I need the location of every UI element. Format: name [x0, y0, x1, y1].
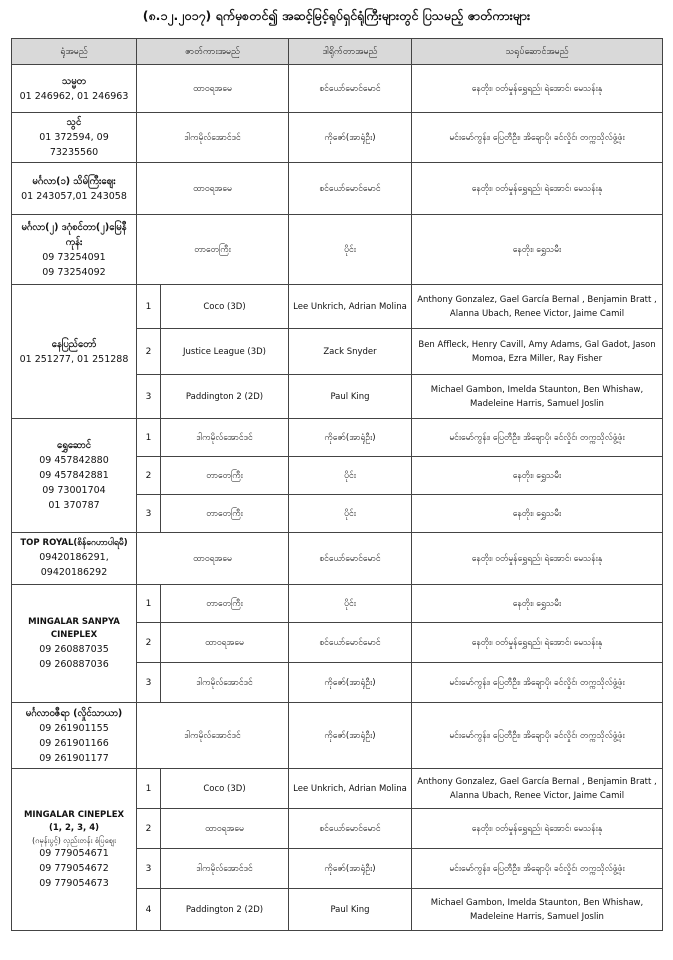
film-cell: ထာဝရအမေ — [161, 809, 289, 849]
header-cast: သရုပ်ဆောင်အမည် — [412, 39, 663, 65]
table-row — [12, 285, 663, 329]
film-number: 1 — [137, 419, 161, 457]
director-cell: ကိုဇော်(အာရုံဦး) — [289, 113, 412, 163]
film-cell: Coco (3D) — [161, 769, 289, 809]
cast-cell: နေတိုး၊ ဝတ်မှုန်ရွှေရည်၊ ရဲအောင်၊ မေသန်းနု — [412, 163, 663, 215]
cinema-cell — [12, 585, 137, 703]
director-cell: Zack Snyder — [289, 329, 412, 375]
cast-cell: မင်းမော်ကွန်း၊ ပြေတီဦး၊ အိချောပို၊ ခင်လှိုင်၊ တက္ကသိုလ်ဖွံ့ဖုံး — [412, 113, 663, 163]
film-number: 2 — [137, 329, 161, 375]
film-number: 3 — [137, 849, 161, 889]
cast-cell: နေတိုး၊ ရွှေသမီး — [412, 215, 663, 285]
cinema-name: သမ္မတ — [62, 75, 86, 87]
film-number: 2 — [137, 623, 161, 663]
cast-cell: နေတိုး၊ ဝတ်မှုန်ရွှေရည်၊ ရဲအောင်၊ မေသန်းနု — [412, 809, 663, 849]
cinema-cell — [12, 65, 137, 113]
director-cell: ပိုင်း — [289, 457, 412, 495]
film-number: 1 — [137, 585, 161, 623]
cinema-note: (ဂမုန်းပွင့်) လှည်းတန်း စံပြဈေး — [32, 835, 116, 845]
cinema-cell — [12, 163, 137, 215]
table-row — [12, 163, 663, 215]
cinema-phone: 01 251277, 01 251288 — [19, 353, 129, 365]
cinema-phone: 09 779054672 — [39, 862, 109, 874]
director-cell: Paul King — [289, 889, 412, 931]
director-cell: ပိုင်း — [289, 495, 412, 533]
director-cell: Paul King — [289, 375, 412, 419]
cinema-name: သွင် — [66, 117, 82, 128]
director-cell: ကိုဇော်(အာရုံဦး) — [289, 849, 412, 889]
film-cell: ဒါကမိုလ်အောင်ဒင် — [137, 113, 289, 163]
cinema-name: နေပြည်တော် — [51, 338, 97, 350]
director-cell: ကိုဇော်(အာရုံဦး) — [289, 703, 412, 769]
film-cell: Paddington 2 (2D) — [161, 889, 289, 931]
cinema-phone: 01 243057,01 243058 — [21, 190, 127, 202]
cinema-phone: 09 779054673 — [39, 877, 109, 889]
cinema-name: မင်္ဂလာ(၁) သိမ်ကြီးဈေး — [32, 175, 116, 187]
table-row — [12, 419, 663, 457]
cinema-phone: 09 779054671 — [39, 847, 109, 859]
cast-cell: နေတိုး၊ ဝတ်မှုန်ရွှေရည်၊ ရဲအောင်၊ မေသန်းနု — [412, 623, 663, 663]
table-row — [12, 65, 663, 113]
film-cell: ဒါကမိုလ်အောင်ဒင် — [161, 849, 289, 889]
cinema-phone: 09 261901155 — [39, 722, 109, 734]
film-cell: ထာဝရအမေ — [137, 65, 289, 113]
film-cell: ထာဝရအမေ — [137, 533, 289, 585]
film-cell: တာတေကြီး — [137, 215, 289, 285]
cinema-cell — [12, 113, 137, 163]
table-row — [12, 769, 663, 809]
film-cell: ဒါကမိုလ်အောင်ဒင် — [137, 703, 289, 769]
cinema-cell — [12, 533, 137, 585]
cast-cell: မင်းမော်ကွန်း၊ ပြေတီဦး၊ အိချောပို၊ ခင်လှိုင်၊ တက္ကသိုလ်ဖွံ့ဖုံး — [412, 849, 663, 889]
cinema-name: မင်္ဂလာ(၂) ဒဂုံစင်တာ(၂)မြေနီကုန်း — [21, 221, 127, 248]
header-director: ဒါရိုက်တာအမည် — [289, 39, 412, 65]
film-cell: ဒါကမိုလ်အောင်ဒင် — [161, 663, 289, 703]
cinema-phone: 09 261901166 — [39, 737, 109, 749]
cast-cell: နေတိုး၊ ရွှေသမီး — [412, 457, 663, 495]
table-row — [12, 703, 663, 769]
cinema-cell — [12, 769, 137, 931]
film-cell: ဒါကမိုလ်အောင်ဒင် — [161, 419, 289, 457]
cinema-phone: 09 457842880 — [39, 455, 109, 466]
cinema-name: မင်္ဂလာဝဇီရာ (လှိုင်သာယာ) — [25, 707, 123, 719]
cast-cell: Michael Gambon, Imelda Staunton, Ben Whishaw, Madeleine Harris, Samuel Joslin — [412, 889, 663, 931]
cinema-phone: 09 261901177 — [39, 752, 109, 764]
cast-cell: နေတိုး၊ ဝတ်မှုန်ရွှေရည်၊ ရဲအောင်၊ မေသန်းနု — [412, 533, 663, 585]
film-number: 1 — [137, 769, 161, 809]
cinema-phone: 01 370787 — [48, 500, 100, 511]
cinema-cell — [12, 285, 137, 419]
cinema-name: MINGALAR CINEPLEX (1, 2, 3, 4) — [23, 809, 125, 833]
cinema-name: ရွှေဆောင် — [57, 440, 91, 451]
cast-cell: Michael Gambon, Imelda Staunton, Ben Whishaw, Madeleine Harris, Samuel Joslin — [412, 375, 663, 419]
cinema-phone: 09 457842881 — [39, 470, 109, 481]
director-cell: Lee Unkrich, Adrian Molina — [289, 769, 412, 809]
director-cell: ပိုင်း — [289, 215, 412, 285]
header-cinema: ရုံအမည် — [12, 39, 137, 65]
director-cell: Lee Unkrich, Adrian Molina — [289, 285, 412, 329]
cast-cell: မင်းမော်ကွန်း၊ ပြေတီဦး၊ အိချောပို၊ ခင်လှိုင်၊ တက္ကသိုလ်ဖွံ့ဖုံး — [412, 419, 663, 457]
cinema-cell — [12, 703, 137, 769]
schedule-table — [11, 38, 663, 931]
cinema-phone: 01 246962, 01 246963 — [19, 90, 129, 102]
cast-cell: မင်းမော်ကွန်း၊ ပြေတီဦး၊ အိချောပို၊ ခင်လှိုင်၊ တက္ကသိုလ်ဖွံ့ဖုံး — [412, 663, 663, 703]
film-cell: Coco (3D) — [161, 285, 289, 329]
cinema-phone: 09 260887035 — [39, 643, 109, 655]
cinema-name: MINGALAR SANPYA CINEPLEX — [28, 616, 120, 640]
cinema-phone: 09420186291, 09420186292 — [39, 552, 109, 578]
cast-cell: နေတိုး၊ ရွှေသမီး — [412, 585, 663, 623]
film-number: 1 — [137, 285, 161, 329]
film-number: 2 — [137, 809, 161, 849]
cast-cell: Ben Affleck, Henry Cavill, Amy Adams, Gal Gadot, Jason Momoa, Ezra Miller, Ray Fisher — [412, 329, 663, 375]
table-row — [12, 215, 663, 285]
film-cell: Justice League (3D) — [161, 329, 289, 375]
director-cell: ပိုင်း — [289, 585, 412, 623]
film-cell: ထာဝရအမေ — [137, 163, 289, 215]
director-cell: စင်ယော်မောင်မောင် — [289, 65, 412, 113]
cinema-phone: 09 73254091 — [42, 251, 106, 263]
film-number: 3 — [137, 375, 161, 419]
page-title: (၈.၁၂.၂၀၁၇) ရက်မှစတင်၍ အဆင့်မြင့်ရုပ်ရှင်ရုံကြီးများတွင် ပြသမည့် ဇာတ်ကားများ — [142, 8, 531, 23]
table-header-row — [12, 39, 663, 65]
cast-cell: မင်းမော်ကွန်း၊ ပြေတီဦး၊ အိချောပို၊ ခင်လှိုင်၊ တက္ကသိုလ်ဖွံ့ဖုံး — [412, 703, 663, 769]
director-cell: ကိုဇော်(အာရုံဦး) — [289, 419, 412, 457]
film-cell: တာတေကြီး — [161, 457, 289, 495]
cinema-phone: 09 73254092 — [42, 266, 106, 278]
cast-cell: Anthony Gonzalez, Gael García Bernal , Benjamin Bratt , Alanna Ubach, Renee Victor, Jaime Camil — [412, 285, 663, 329]
film-cell: ထာဝရအမေ — [161, 623, 289, 663]
table-row — [12, 113, 663, 163]
cinema-phone: 09 260887036 — [39, 658, 109, 670]
cast-cell: Anthony Gonzalez, Gael García Bernal , Benjamin Bratt , Alanna Ubach, Renee Victor, Jaime Camil — [412, 769, 663, 809]
table-row — [12, 533, 663, 585]
cinema-cell — [12, 215, 137, 285]
cinema-cell — [12, 419, 137, 533]
header-film: ဇာတ်ကားအမည် — [137, 39, 289, 65]
cast-cell: နေတိုး၊ ဝတ်မှုန်ရွှေရည်၊ ရဲအောင်၊ မေသန်းနု — [412, 65, 663, 113]
film-cell: တာတေကြီး — [161, 585, 289, 623]
director-cell: စင်ယော်မောင်မောင် — [289, 163, 412, 215]
film-number: 3 — [137, 495, 161, 533]
film-cell: Paddington 2 (2D) — [161, 375, 289, 419]
director-cell: ကိုဇော်(အာရုံဦး) — [289, 663, 412, 703]
film-number: 3 — [137, 663, 161, 703]
film-cell: တာတေကြီး — [161, 495, 289, 533]
cast-cell: နေတိုး၊ ရွှေသမီး — [412, 495, 663, 533]
table-row — [12, 585, 663, 623]
cinema-phone: 09 73001704 — [42, 485, 106, 496]
cinema-phone: 01 372594, 09 73235560 — [39, 132, 109, 158]
director-cell: စင်ယော်မောင်မောင် — [289, 809, 412, 849]
film-number: 2 — [137, 457, 161, 495]
film-number: 4 — [137, 889, 161, 931]
director-cell: စင်ယော်မောင်မောင် — [289, 533, 412, 585]
director-cell: စင်ယော်မောင်မောင် — [289, 623, 412, 663]
cinema-name: TOP ROYAL(စိန်ဂေဟာပါရမီ) — [20, 538, 128, 548]
